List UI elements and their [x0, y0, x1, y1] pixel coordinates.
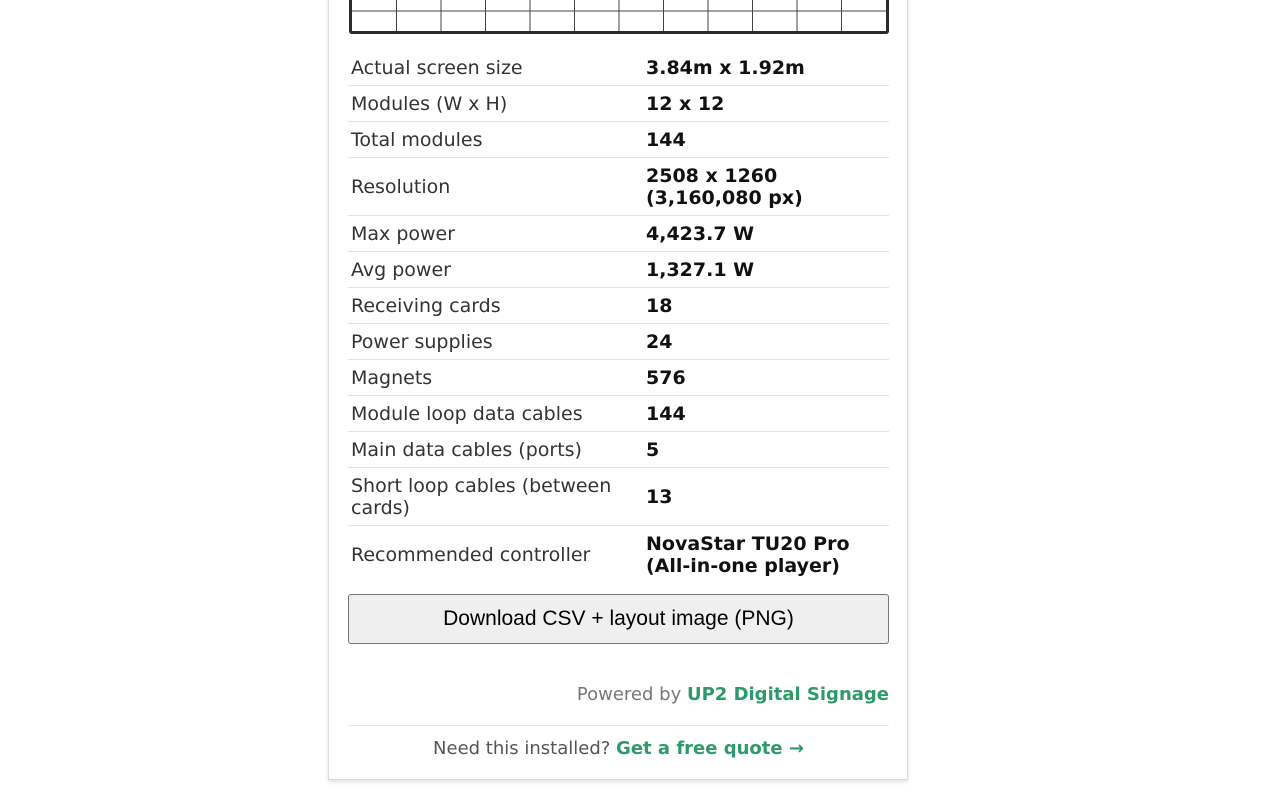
spec-value: 13 [646, 468, 889, 526]
spec-row [348, 122, 889, 158]
module-layout-grid [349, 0, 889, 34]
spec-row [348, 288, 889, 324]
spec-row [348, 360, 889, 396]
specs-table [348, 50, 889, 583]
spec-label: Module loop data cables [348, 396, 646, 432]
spec-row [348, 216, 889, 252]
spec-value: 144 [646, 122, 889, 158]
spec-row [348, 432, 889, 468]
spec-value: 576 [646, 360, 889, 396]
spec-row [348, 526, 889, 584]
powered-by [577, 684, 889, 705]
spec-label: Recommended controller [351, 544, 591, 566]
spec-row [348, 50, 889, 86]
footer-divider [348, 725, 889, 726]
spec-label: Total modules [348, 122, 646, 158]
install-question: Need this installed? [433, 738, 611, 759]
spec-row [348, 86, 889, 122]
spec-value: 4,423.7 W [646, 216, 889, 252]
spec-label: Main data cables (ports) [348, 432, 646, 468]
spec-row [348, 158, 889, 216]
spec-value: 1,327.1 W [646, 252, 889, 288]
up2-brand-link[interactable]: UP2 Digital Signage [686, 684, 889, 705]
spec-label: Max power [348, 216, 646, 252]
spec-row [348, 396, 889, 432]
spec-row [348, 468, 889, 526]
spec-row [348, 324, 889, 360]
spec-value: 3.84m x 1.92m [646, 50, 889, 86]
spec-label: Resolution [348, 158, 646, 216]
download-csv-png-button[interactable]: Download CSV + layout image (PNG) [348, 594, 889, 644]
free-quote-link[interactable]: Get a free quote → [616, 738, 804, 759]
spec-label: Power supplies [348, 324, 646, 360]
spec-label: Modules (W x H) [348, 86, 646, 122]
module-grid-svg [352, 0, 886, 31]
spec-value: 144 [646, 396, 889, 432]
spec-value: 5 [646, 432, 889, 468]
spec-value: 2508 x 1260 (3,160,080 px) [646, 158, 889, 216]
spec-label: Receiving cards [348, 288, 646, 324]
powered-by-prefix: Powered by [576, 684, 682, 705]
install-cta [348, 738, 889, 759]
spec-value: 12 x 12 [646, 86, 889, 122]
spec-label: Magnets [348, 360, 646, 396]
spec-label: Short loop cables (between cards) [348, 468, 646, 526]
spec-value: 24 [646, 324, 889, 360]
spec-row [348, 252, 889, 288]
spec-label: Actual screen size [348, 50, 646, 86]
spec-value: 18 [646, 288, 889, 324]
spec-value: NovaStar TU20 Pro (All-in-one player) [646, 533, 850, 577]
spec-label: Avg power [348, 252, 646, 288]
